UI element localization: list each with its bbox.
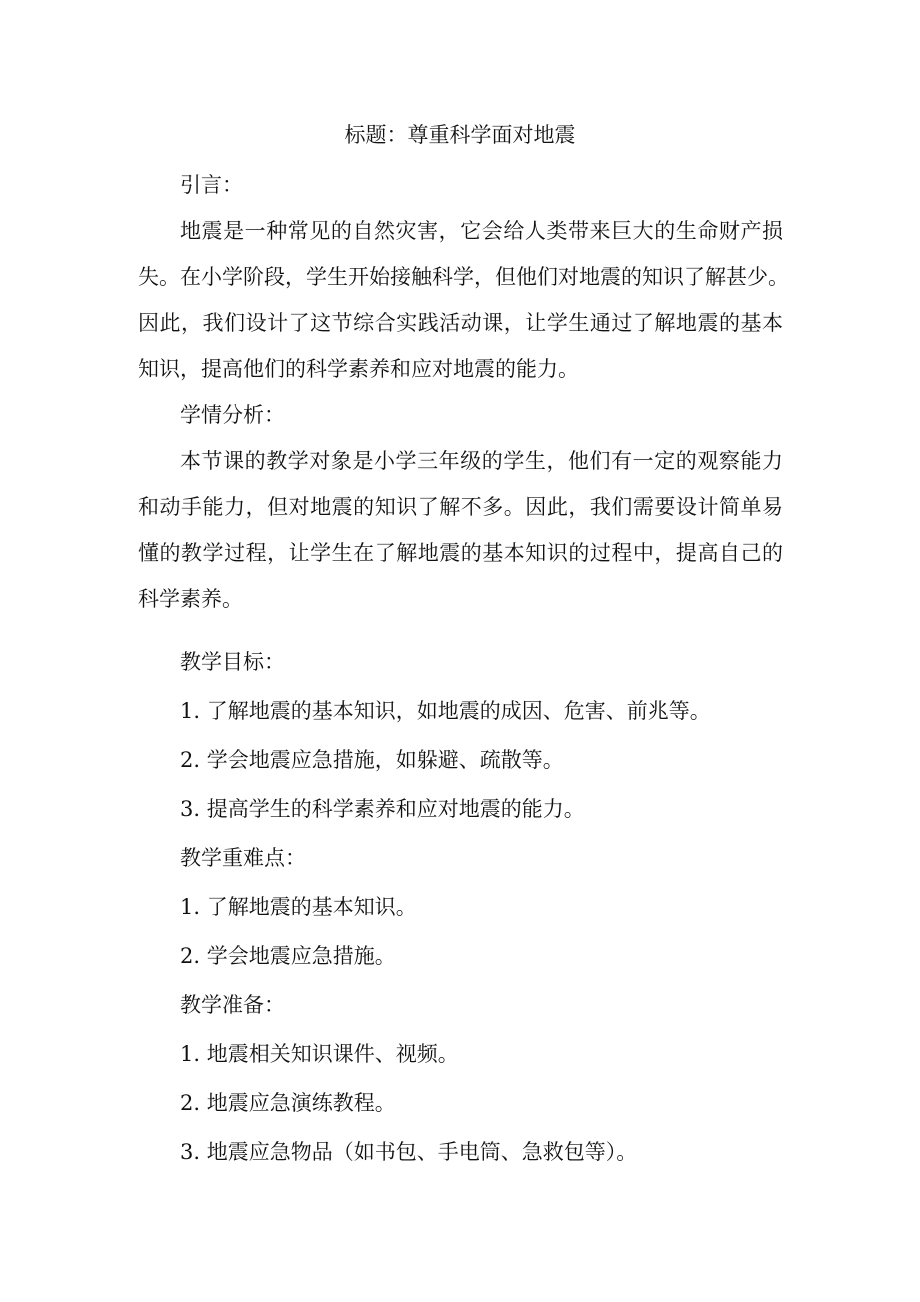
list-item: 2. 学会地震应急措施，如躲避、疏散等。 — [180, 748, 564, 772]
paragraph-line: 本节课的教学对象是小学三年级的学生，他们有一定的观察能力 — [180, 449, 783, 473]
list-item: 3. 地震应急物品（如书包、手电筒、急救包等）。 — [180, 1140, 638, 1164]
section-heading-keypoints: 教学重难点： — [180, 846, 306, 870]
list-item: 1. 了解地震的基本知识。 — [180, 895, 417, 919]
document-title: 标题：尊重科学面对地震 — [344, 123, 576, 147]
paragraph-line: 和动手能力，但对地震的知识了解不多。因此，我们需要设计简单易 — [138, 495, 783, 519]
paragraph-line: 科学素养。 — [138, 587, 243, 611]
section-heading-prep: 教学准备： — [180, 993, 285, 1017]
list-item: 3. 提高学生的科学素养和应对地震的能力。 — [180, 797, 585, 821]
section-heading-analysis: 学情分析： — [180, 403, 285, 427]
section-heading-intro: 引言： — [180, 173, 243, 197]
paragraph-line: 地震是一种常见的自然灾害，它会给人类带来巨大的生命财产损 — [180, 219, 783, 243]
paragraph-line: 失。在小学阶段，学生开始接触科学，但他们对地震的知识了解甚少。 — [138, 265, 789, 289]
paragraph-line: 知识，提高他们的科学素养和应对地震的能力。 — [138, 357, 579, 381]
section-heading-goals: 教学目标： — [180, 650, 285, 674]
list-item: 2. 地震应急演练教程。 — [180, 1091, 396, 1115]
paragraph-line: 懂的教学过程，让学生在了解地震的基本知识的过程中，提高自己的 — [138, 541, 783, 565]
list-item: 2. 学会地震应急措施。 — [180, 944, 396, 968]
list-item: 1. 了解地震的基本知识，如地震的成因、危害、前兆等。 — [180, 699, 711, 723]
paragraph-line: 因此，我们设计了这节综合实践活动课，让学生通过了解地震的基本 — [138, 311, 783, 335]
list-item: 1. 地震相关知识课件、视频。 — [180, 1042, 459, 1066]
document-body — [138, 162, 789, 1177]
